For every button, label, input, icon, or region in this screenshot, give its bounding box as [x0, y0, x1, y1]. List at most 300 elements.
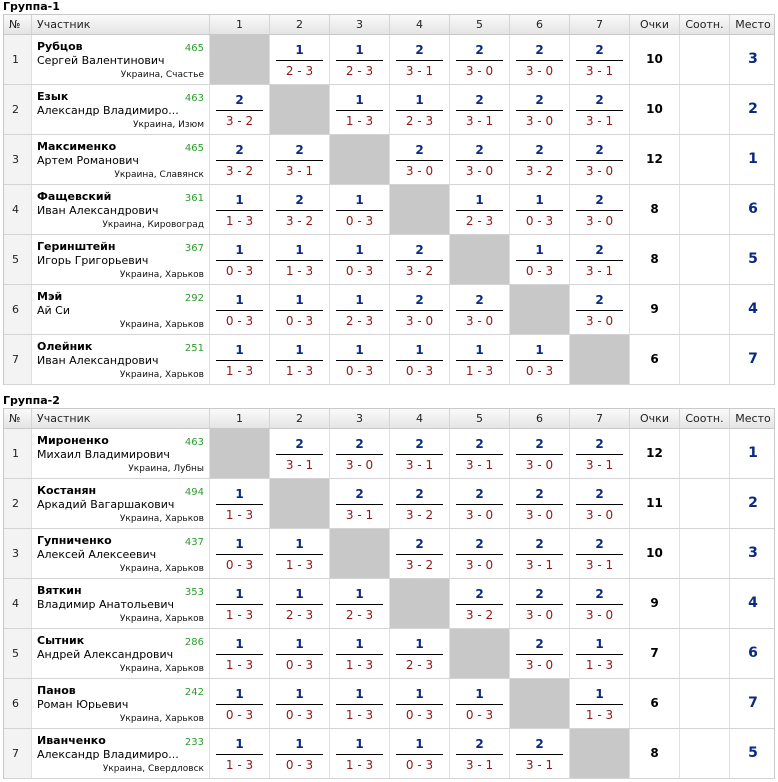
game-result-cell — [390, 429, 450, 478]
player-last-name[interactable]: Рубцов — [37, 40, 83, 53]
table-row — [4, 529, 774, 579]
game-points: 1 — [355, 343, 364, 357]
game-points: 1 — [475, 343, 484, 357]
game-score: 1 - 3 — [225, 608, 254, 622]
ratio-cell — [680, 629, 730, 678]
player-location: Украина, Лубны — [128, 464, 204, 474]
final-place: 2 — [748, 495, 758, 511]
result-divider — [336, 310, 383, 311]
player-first-name: Артем Романович — [37, 154, 139, 167]
participant-cell — [32, 235, 210, 284]
game-points: 2 — [595, 193, 604, 207]
ratio-cell — [680, 429, 730, 478]
game-result-cell — [210, 185, 270, 234]
game-score: 3 - 0 — [465, 64, 494, 78]
ratio-cell — [680, 235, 730, 284]
game-result-cell — [210, 479, 270, 528]
game-score: 2 - 3 — [285, 608, 314, 622]
game-score: 3 - 1 — [585, 64, 614, 78]
result-divider — [516, 604, 563, 605]
game-score: 3 - 1 — [585, 264, 614, 278]
game-result-cell — [510, 235, 570, 284]
header-opponent: 1 — [210, 409, 270, 428]
game-points: 2 — [595, 93, 604, 107]
game-points: 2 — [475, 587, 484, 601]
game-result-cell — [510, 85, 570, 134]
player-rating: 242 — [184, 687, 204, 698]
self-cell — [450, 235, 510, 284]
game-points: 2 — [415, 537, 424, 551]
player-location: Украина, Харьков — [119, 514, 204, 524]
game-result-cell — [330, 35, 390, 84]
player-last-name[interactable]: Сытник — [37, 634, 85, 647]
final-place: 5 — [748, 251, 758, 267]
player-last-name[interactable]: Олейник — [37, 340, 93, 353]
header-opponent: 4 — [390, 15, 450, 34]
game-points: 2 — [535, 93, 544, 107]
game-points: 1 — [295, 687, 304, 701]
ratio-cell — [680, 479, 730, 528]
game-result-cell — [270, 679, 330, 728]
game-score: 2 - 3 — [345, 314, 374, 328]
game-points: 2 — [535, 43, 544, 57]
game-score: 3 - 0 — [525, 114, 554, 128]
result-divider — [216, 604, 263, 605]
ratio-cell — [680, 729, 730, 778]
result-divider — [216, 654, 263, 655]
table-row — [4, 85, 774, 135]
player-rating: 367 — [184, 243, 204, 254]
header-ratio: Соотн. — [680, 409, 730, 428]
result-divider — [396, 310, 443, 311]
result-divider — [456, 604, 503, 605]
result-divider — [576, 604, 623, 605]
results-table — [3, 14, 775, 385]
player-location: Украина, Свердловск — [102, 764, 204, 774]
player-last-name[interactable]: Костанян — [37, 484, 97, 497]
game-score: 3 - 0 — [525, 608, 554, 622]
game-score: 3 - 2 — [285, 214, 314, 228]
total-points: 8 — [630, 185, 680, 234]
game-result-cell — [450, 529, 510, 578]
game-score: 1 - 3 — [585, 658, 614, 672]
self-cell — [210, 429, 270, 478]
total-points: 11 — [630, 479, 680, 528]
total-points: 12 — [630, 429, 680, 478]
game-score: 3 - 0 — [525, 64, 554, 78]
game-points: 1 — [295, 637, 304, 651]
result-divider — [576, 60, 623, 61]
result-divider — [396, 454, 443, 455]
header-opponent: 6 — [510, 409, 570, 428]
game-points: 2 — [295, 143, 304, 157]
participant-cell — [32, 579, 210, 628]
game-result-cell — [510, 429, 570, 478]
row-number: 2 — [4, 479, 32, 528]
ratio-cell — [680, 335, 730, 384]
game-result-cell — [270, 135, 330, 184]
game-result-cell — [270, 529, 330, 578]
player-rating: 465 — [184, 43, 204, 54]
result-divider — [396, 110, 443, 111]
result-divider — [276, 160, 323, 161]
header-opponent: 2 — [270, 15, 330, 34]
header-place: Место — [735, 18, 771, 31]
game-score: 3 - 2 — [225, 114, 254, 128]
participant-cell — [32, 529, 210, 578]
game-points: 2 — [475, 437, 484, 451]
header-participant: Участник — [32, 15, 210, 34]
game-points: 1 — [415, 737, 424, 751]
game-result-cell — [210, 629, 270, 678]
header-num: № — [4, 15, 32, 34]
result-divider — [396, 704, 443, 705]
player-last-name[interactable]: Мироненко — [37, 434, 109, 447]
result-divider — [576, 210, 623, 211]
game-result-cell — [210, 85, 270, 134]
result-divider — [336, 260, 383, 261]
player-rating: 465 — [184, 143, 204, 154]
game-points: 1 — [235, 537, 244, 551]
total-points: 9 — [630, 579, 680, 628]
player-last-name[interactable]: Гупниченко — [37, 534, 112, 547]
player-location: Украина, Харьков — [119, 320, 204, 330]
self-cell — [330, 529, 390, 578]
game-score: 1 - 3 — [285, 558, 314, 572]
result-divider — [456, 160, 503, 161]
player-last-name[interactable]: Максименко — [37, 140, 117, 153]
player-rating: 437 — [184, 537, 204, 548]
game-points: 2 — [415, 487, 424, 501]
player-last-name[interactable]: Вяткин — [37, 584, 82, 597]
game-score: 3 - 0 — [465, 508, 494, 522]
game-points: 2 — [535, 537, 544, 551]
game-score: 0 - 3 — [225, 314, 254, 328]
result-divider — [456, 504, 503, 505]
header-opponent: 5 — [450, 15, 510, 34]
result-divider — [276, 360, 323, 361]
participant-cell — [32, 85, 210, 134]
result-divider — [456, 60, 503, 61]
game-score: 1 - 3 — [225, 658, 254, 672]
game-points: 2 — [235, 93, 244, 107]
player-last-name[interactable]: Мэй — [37, 290, 63, 303]
result-divider — [216, 110, 263, 111]
game-result-cell — [450, 679, 510, 728]
participant-cell — [32, 629, 210, 678]
game-score: 3 - 0 — [525, 508, 554, 522]
game-score: 1 - 3 — [285, 364, 314, 378]
game-score: 0 - 3 — [285, 658, 314, 672]
result-divider — [216, 310, 263, 311]
game-result-cell — [330, 335, 390, 384]
game-score: 1 - 3 — [285, 264, 314, 278]
row-number: 5 — [4, 235, 32, 284]
game-result-cell — [330, 479, 390, 528]
game-points: 1 — [235, 193, 244, 207]
table-row — [4, 35, 774, 85]
game-points: 2 — [595, 243, 604, 257]
header-opponent: 5 — [450, 409, 510, 428]
game-points: 1 — [235, 487, 244, 501]
final-place: 2 — [748, 101, 758, 117]
header-opponent: 1 — [210, 15, 270, 34]
game-result-cell — [270, 429, 330, 478]
game-result-cell — [570, 235, 630, 284]
result-divider — [396, 260, 443, 261]
game-score: 2 - 3 — [405, 114, 434, 128]
game-points: 1 — [475, 193, 484, 207]
row-number: 6 — [4, 679, 32, 728]
final-place: 4 — [748, 301, 758, 317]
result-divider — [396, 360, 443, 361]
total-points: 8 — [630, 235, 680, 284]
game-score: 1 - 3 — [465, 364, 494, 378]
player-first-name: Иван Александрович — [37, 204, 159, 217]
player-rating: 353 — [184, 587, 204, 598]
participant-cell — [32, 729, 210, 778]
self-cell — [390, 579, 450, 628]
header-points: Очки — [630, 15, 680, 34]
player-last-name[interactable]: Гериншт​ейн — [37, 240, 116, 253]
participant-cell — [32, 285, 210, 334]
total-points: 9 — [630, 285, 680, 334]
game-score: 0 - 3 — [225, 558, 254, 572]
game-points: 1 — [295, 737, 304, 751]
game-score: 3 - 2 — [405, 508, 434, 522]
game-score: 3 - 0 — [345, 458, 374, 472]
game-score: 0 - 3 — [345, 264, 374, 278]
result-divider — [276, 654, 323, 655]
player-rating: 361 — [184, 193, 204, 204]
game-result-cell — [450, 135, 510, 184]
game-result-cell — [570, 429, 630, 478]
table-row — [4, 235, 774, 285]
header-participant: Участник — [32, 409, 210, 428]
game-result-cell — [210, 135, 270, 184]
game-points: 2 — [475, 43, 484, 57]
game-score: 1 - 3 — [345, 658, 374, 672]
table-row — [4, 135, 774, 185]
header-opponent: 6 — [510, 15, 570, 34]
player-location: Украина, Кировоград — [102, 220, 204, 230]
game-points: 1 — [355, 687, 364, 701]
game-score: 3 - 1 — [405, 458, 434, 472]
total-points: 10 — [630, 529, 680, 578]
game-points: 2 — [475, 293, 484, 307]
game-score: 3 - 1 — [345, 508, 374, 522]
result-divider — [576, 504, 623, 505]
player-last-name[interactable]: Фащевский — [37, 190, 112, 203]
ratio-cell — [680, 135, 730, 184]
game-points: 1 — [355, 587, 364, 601]
table-header — [4, 409, 774, 429]
result-divider — [396, 754, 443, 755]
game-score: 0 - 3 — [405, 758, 434, 772]
game-points: 1 — [235, 737, 244, 751]
game-result-cell — [510, 185, 570, 234]
game-points: 2 — [535, 637, 544, 651]
result-divider — [336, 704, 383, 705]
game-points: 1 — [415, 637, 424, 651]
game-result-cell — [390, 479, 450, 528]
self-cell — [210, 35, 270, 84]
game-score: 2 - 3 — [345, 64, 374, 78]
row-number: 1 — [4, 35, 32, 84]
game-points: 1 — [295, 343, 304, 357]
result-divider — [516, 210, 563, 211]
game-points: 1 — [295, 587, 304, 601]
final-place: 3 — [748, 51, 758, 67]
game-points: 1 — [235, 343, 244, 357]
header-opponent: 7 — [570, 15, 630, 34]
game-points: 1 — [295, 243, 304, 257]
player-first-name: Александр Владимиро... — [37, 748, 179, 761]
game-points: 2 — [475, 737, 484, 751]
self-cell — [510, 285, 570, 334]
game-result-cell — [330, 429, 390, 478]
game-result-cell — [570, 629, 630, 678]
participant-cell — [32, 135, 210, 184]
game-result-cell — [330, 85, 390, 134]
game-score: 3 - 0 — [405, 164, 434, 178]
final-place: 3 — [748, 545, 758, 561]
game-score: 0 - 3 — [405, 364, 434, 378]
game-score: 1 - 3 — [225, 364, 254, 378]
game-points: 1 — [415, 687, 424, 701]
participant-cell — [32, 185, 210, 234]
player-location: Украина, Харьков — [119, 270, 204, 280]
result-divider — [576, 310, 623, 311]
result-divider — [276, 554, 323, 555]
game-result-cell — [570, 529, 630, 578]
player-rating: 463 — [184, 93, 204, 104]
game-result-cell — [570, 579, 630, 628]
game-points: 2 — [475, 537, 484, 551]
player-last-name[interactable]: Панов — [37, 684, 76, 697]
table-header — [4, 15, 774, 35]
result-divider — [516, 654, 563, 655]
player-location: Украина, Харьков — [119, 614, 204, 624]
player-last-name[interactable]: Иванченко — [37, 734, 106, 747]
table-row — [4, 679, 774, 729]
ratio-cell — [680, 679, 730, 728]
result-divider — [456, 310, 503, 311]
game-score: 2 - 3 — [285, 64, 314, 78]
result-divider — [336, 504, 383, 505]
game-result-cell — [510, 35, 570, 84]
player-location: Украина, Харьков — [119, 564, 204, 574]
game-result-cell — [330, 235, 390, 284]
game-result-cell — [390, 35, 450, 84]
game-points: 2 — [235, 143, 244, 157]
table-row — [4, 479, 774, 529]
game-points: 1 — [235, 687, 244, 701]
result-divider — [216, 210, 263, 211]
player-location: Украина, Славянск — [114, 170, 204, 180]
game-result-cell — [270, 235, 330, 284]
game-score: 1 - 3 — [345, 114, 374, 128]
game-score: 3 - 2 — [225, 164, 254, 178]
game-result-cell — [330, 729, 390, 778]
result-divider — [576, 110, 623, 111]
result-divider — [216, 160, 263, 161]
game-score: 1 - 3 — [225, 214, 254, 228]
table-row — [4, 629, 774, 679]
game-points: 2 — [415, 437, 424, 451]
final-place: 7 — [748, 695, 758, 711]
result-divider — [276, 60, 323, 61]
game-points: 2 — [355, 487, 364, 501]
total-points: 10 — [630, 35, 680, 84]
game-points: 2 — [475, 487, 484, 501]
game-score: 3 - 0 — [585, 608, 614, 622]
player-rating: 286 — [184, 637, 204, 648]
game-points: 2 — [595, 487, 604, 501]
game-points: 1 — [415, 343, 424, 357]
game-score: 3 - 0 — [525, 458, 554, 472]
game-points: 2 — [415, 293, 424, 307]
game-result-cell — [210, 285, 270, 334]
player-rating: 251 — [184, 343, 204, 354]
game-score: 3 - 1 — [585, 558, 614, 572]
ratio-cell — [680, 85, 730, 134]
player-location: Украина, Харьков — [119, 370, 204, 380]
game-result-cell — [450, 285, 510, 334]
player-rating: 463 — [184, 437, 204, 448]
self-cell — [270, 85, 330, 134]
player-rating: 292 — [184, 293, 204, 304]
result-divider — [276, 604, 323, 605]
player-last-name[interactable]: Езык — [37, 90, 69, 103]
player-first-name: Алексей Алексеевич — [37, 548, 157, 561]
result-divider — [276, 310, 323, 311]
game-result-cell — [450, 479, 510, 528]
game-score: 1 - 3 — [345, 708, 374, 722]
game-result-cell — [510, 335, 570, 384]
result-divider — [216, 504, 263, 505]
result-divider — [576, 704, 623, 705]
game-score: 0 - 3 — [285, 314, 314, 328]
result-divider — [576, 654, 623, 655]
game-points: 2 — [595, 143, 604, 157]
game-points: 2 — [535, 587, 544, 601]
game-result-cell — [390, 335, 450, 384]
game-result-cell — [510, 629, 570, 678]
game-score: 3 - 1 — [465, 114, 494, 128]
game-points: 1 — [355, 43, 364, 57]
game-result-cell — [210, 335, 270, 384]
table-row — [4, 285, 774, 335]
game-score: 1 - 3 — [585, 708, 614, 722]
total-points: 6 — [630, 679, 680, 728]
row-number: 4 — [4, 579, 32, 628]
table-row — [4, 335, 774, 385]
game-points: 1 — [235, 637, 244, 651]
game-score: 2 - 3 — [405, 658, 434, 672]
game-score: 0 - 3 — [405, 708, 434, 722]
final-place: 6 — [748, 645, 758, 661]
result-divider — [336, 360, 383, 361]
player-first-name: Владимир Анатольевич — [37, 598, 175, 611]
game-points: 2 — [415, 43, 424, 57]
game-score: 3 - 0 — [465, 314, 494, 328]
self-cell — [330, 135, 390, 184]
result-divider — [516, 754, 563, 755]
game-points: 1 — [535, 193, 544, 207]
self-cell — [510, 679, 570, 728]
result-divider — [456, 704, 503, 705]
